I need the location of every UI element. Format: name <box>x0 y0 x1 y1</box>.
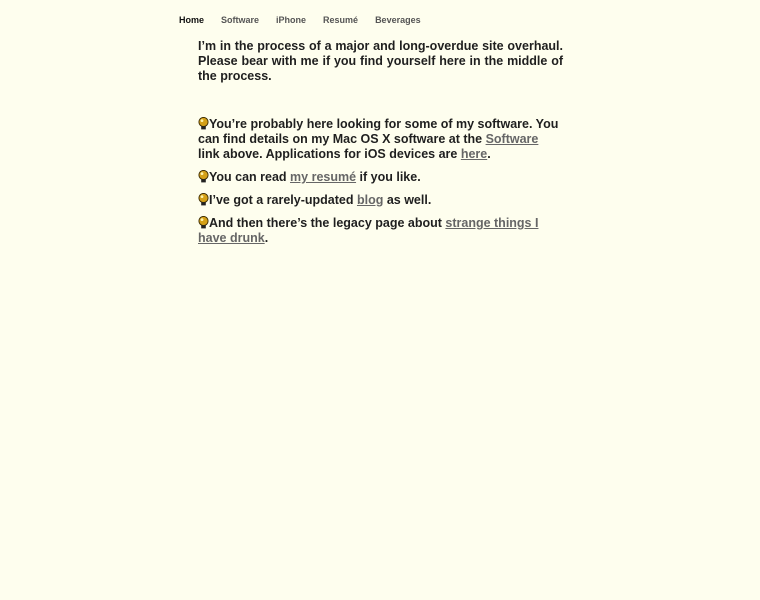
list-item-software <box>198 117 563 162</box>
intro-text: I’m in the process of a major and long-overdue site overhaul. Please bear with me if you find yourself here in the middle of the process. <box>198 39 563 83</box>
nav-home[interactable]: Home <box>179 15 205 25</box>
nav-iphone[interactable]: iPhone <box>276 15 307 25</box>
software-link[interactable]: Software <box>485 132 539 146</box>
lightbulb-icon <box>198 216 209 229</box>
item-text: You’re probably here looking for some of my software. You can find details on my Mac OS X software at the <box>198 117 559 146</box>
list-item-drinks <box>198 216 563 246</box>
resume-link[interactable]: my resumé <box>290 170 357 184</box>
lightbulb-icon <box>198 170 209 183</box>
item-text: as well. <box>383 193 432 207</box>
item-text: I’ve got a rarely-updated <box>209 193 357 207</box>
list-item-resume <box>198 170 563 185</box>
blog-link[interactable]: blog <box>356 193 384 207</box>
bullet-list <box>198 117 563 246</box>
item-text: link above. Applications for iOS devices are <box>198 147 461 161</box>
item-text: if you like. <box>356 170 421 184</box>
item-text: . <box>487 147 491 161</box>
item-text: . <box>264 231 269 245</box>
lightbulb-icon <box>198 117 209 130</box>
lightbulb-icon <box>198 193 209 206</box>
item-text: You can read <box>209 170 291 184</box>
item-text: And then there’s the legacy page about <box>209 216 446 230</box>
drinks-link[interactable]: strange things I have drunk <box>198 216 539 245</box>
list-item-blog <box>198 193 563 208</box>
nav-resume[interactable]: Resumé <box>323 15 359 25</box>
main-content <box>198 39 563 254</box>
top-nav <box>179 14 438 26</box>
ios-apps-link[interactable]: here <box>460 147 488 161</box>
nav-beverages[interactable]: Beverages <box>375 15 421 25</box>
nav-software[interactable]: Software <box>221 15 260 25</box>
